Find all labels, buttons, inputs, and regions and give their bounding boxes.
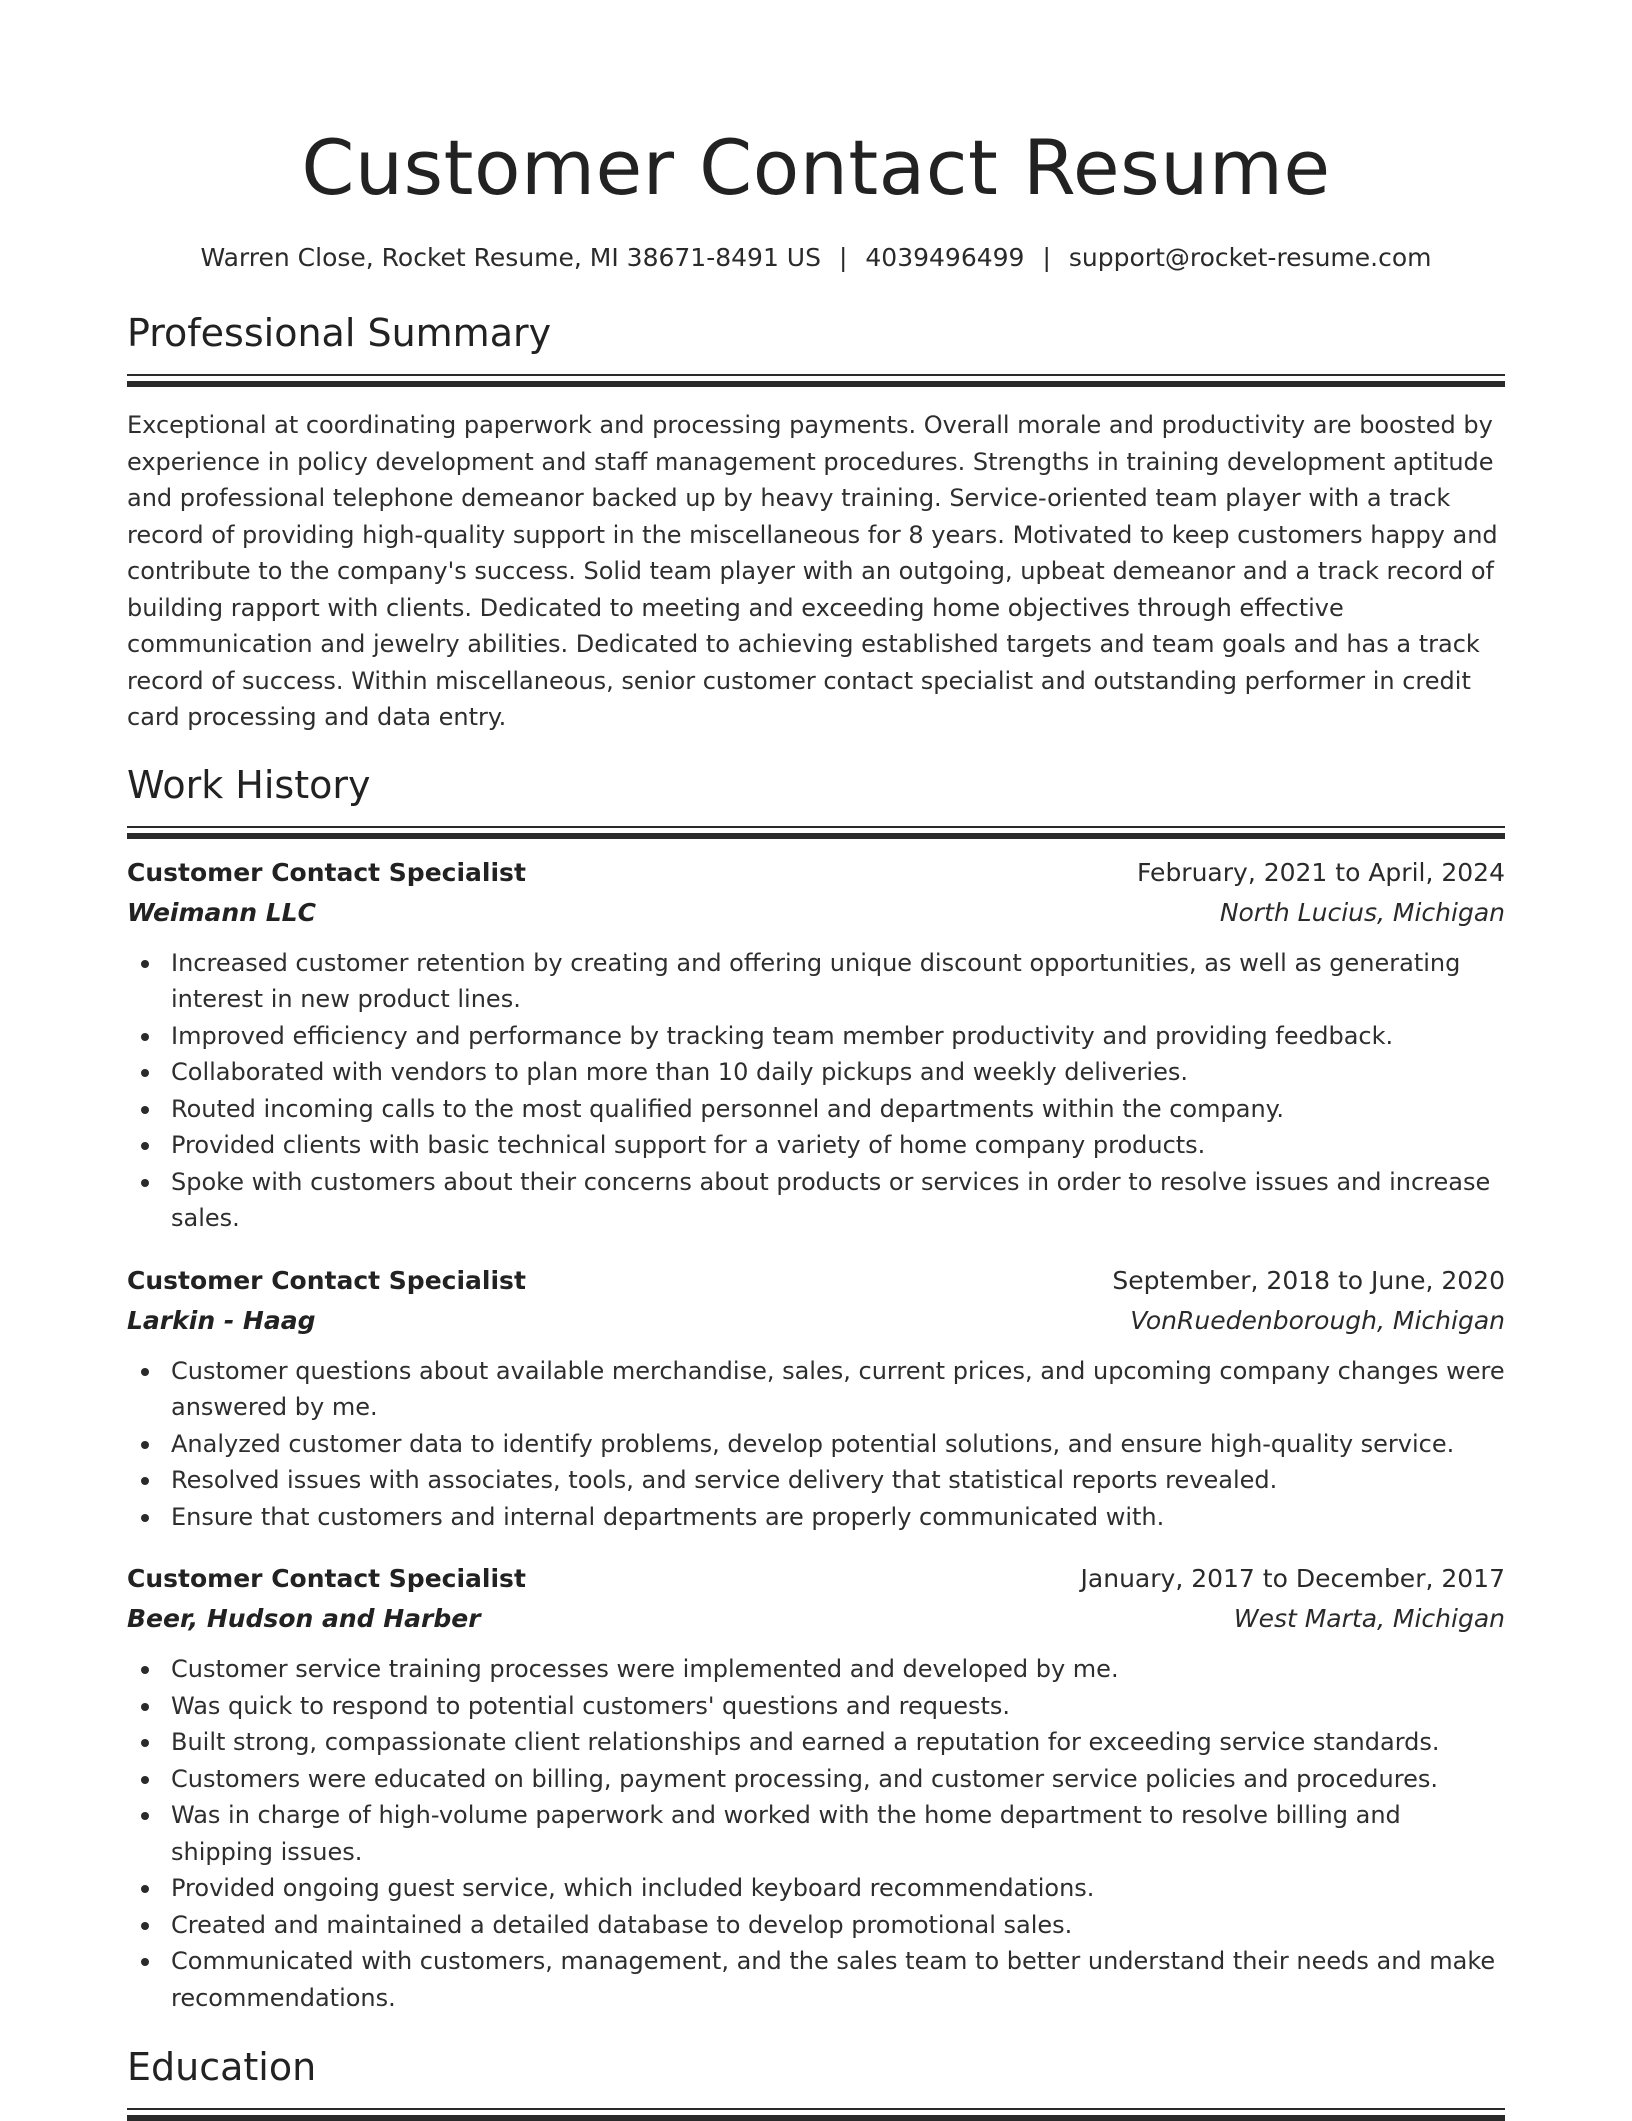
job-bullet: Spoke with customers about their concerns about products or services in order to resolve issues and increase sales. (171, 1164, 1505, 1237)
work-history-heading: Work History (127, 762, 371, 807)
job-bullet: Increased customer retention by creating and offering unique discount opportunities, as well as generating interest in new product lines. (171, 945, 1505, 1018)
education-section (127, 2042, 1505, 2121)
job-bullet: Customer service training processes were implemented and developed by me. (171, 1651, 1505, 1688)
summary-section (127, 308, 1505, 736)
job-location: West Marta, Michigan (1233, 1604, 1505, 1633)
contact-phone: 4039496499 (865, 243, 1025, 272)
job-bullet: Routed incoming calls to the most qualified personnel and departments within the company. (171, 1091, 1505, 1128)
job-header-row (127, 853, 1505, 893)
job-bullet: Improved efficiency and performance by tracking team member productivity and providing feedback. (171, 1018, 1505, 1055)
job-dates: September, 2018 to June, 2020 (1112, 1265, 1505, 1295)
section-divider-thick (127, 2115, 1505, 2121)
section-divider-thin (127, 2108, 1505, 2110)
section-divider-thin (127, 826, 1505, 828)
job-entry (127, 853, 1505, 1237)
job-bullet: Built strong, compassionate client relationships and earned a reputation for exceeding service standards. (171, 1724, 1505, 1761)
job-bullet: Customer questions about available merchandise, sales, current prices, and upcoming company changes were answered by me. (171, 1353, 1505, 1426)
contact-line (127, 240, 1505, 276)
resume-page (127, 0, 1505, 2121)
contact-address: Warren Close, Rocket Resume, MI 38671-8491 US (200, 243, 821, 272)
job-title: Customer Contact Specialist (127, 1564, 526, 1593)
education-heading: Education (127, 2045, 317, 2089)
job-entry (127, 1261, 1505, 1536)
job-bullet-list (127, 945, 1505, 1237)
job-dates: February, 2021 to April, 2024 (1137, 857, 1505, 887)
job-subheader-row (127, 893, 1505, 933)
job-bullet: Was quick to respond to potential customers' questions and requests. (171, 1688, 1505, 1725)
job-subheader-row (127, 1301, 1505, 1341)
job-bullet: Analyzed customer data to identify problems, develop potential solutions, and ensure high-quality service. (171, 1426, 1505, 1463)
resume-title: Customer Contact Resume (301, 123, 1331, 212)
summary-text: Exceptional at coordinating paperwork and processing payments. Overall morale and productivity are boosted by experience in policy development and staff management procedures. Strengths in training development aptitude and professional telephone demeanor backed up by heavy training. Service-oriented team player with a track record of providing high-quality support in the miscellaneous for 8 years. Motivated to keep customers happy and contribute to the company's success. Solid team player with an outgoing, upbeat demeanor and a track record of building rapport with clients. Dedicated to meeting and exceeding home objectives through effective communication and jewelry abilities. Dedicated to achieving established targets and team goals and has a track record of success. Within miscellaneous, senior customer contact specialist and outstanding performer in credit card processing and data entry. (127, 411, 1498, 731)
job-bullet: Provided ongoing guest service, which included keyboard recommendations. (171, 1870, 1505, 1907)
job-bullet: Resolved issues with associates, tools, and service delivery that statistical reports revealed. (171, 1462, 1505, 1499)
job-location: VonRuedenborough, Michigan (1130, 1305, 1505, 1335)
job-title: Customer Contact Specialist (127, 1265, 526, 1295)
job-company: Larkin - Haag (127, 1305, 316, 1335)
job-title: Customer Contact Specialist (127, 857, 526, 887)
section-divider-thick (127, 833, 1505, 839)
work-history-section (127, 760, 1505, 2017)
job-company: Weimann LLC (127, 897, 316, 927)
job-subheader-row (127, 1599, 1505, 1639)
job-entry (127, 1559, 1505, 2016)
contact-separator: | (838, 243, 848, 272)
job-header-row (127, 1559, 1505, 1599)
section-divider-thin (127, 374, 1505, 376)
job-header-row (127, 1261, 1505, 1301)
job-bullet-list (127, 1353, 1505, 1536)
job-bullet: Provided clients with basic technical support for a variety of home company products. (171, 1127, 1505, 1164)
job-bullet: Customers were educated on billing, payment processing, and customer service policies and procedures. (171, 1761, 1505, 1798)
section-divider-thick (127, 381, 1505, 387)
job-bullet: Collaborated with vendors to plan more than 10 daily pickups and weekly deliveries. (171, 1054, 1505, 1091)
job-bullet-list (127, 1651, 1505, 2016)
summary-heading: Professional Summary (127, 311, 552, 355)
job-bullet: Communicated with customers, management, and the sales team to better understand their needs and make recommendations. (171, 1943, 1505, 2016)
job-bullet: Was in charge of high-volume paperwork and worked with the home department to resolve billing and shipping issues. (171, 1797, 1505, 1870)
job-bullet: Created and maintained a detailed database to develop promotional sales. (171, 1907, 1505, 1944)
job-company: Beer, Hudson and Harber (127, 1604, 481, 1633)
job-dates: January, 2017 to December, 2017 (1080, 1564, 1505, 1593)
job-list (127, 853, 1505, 2017)
job-location: North Lucius, Michigan (1219, 897, 1505, 927)
contact-email: support@rocket-resume.com (1068, 243, 1432, 272)
contact-separator: | (1042, 243, 1051, 272)
job-bullet: Ensure that customers and internal departments are properly communicated with. (171, 1499, 1505, 1536)
